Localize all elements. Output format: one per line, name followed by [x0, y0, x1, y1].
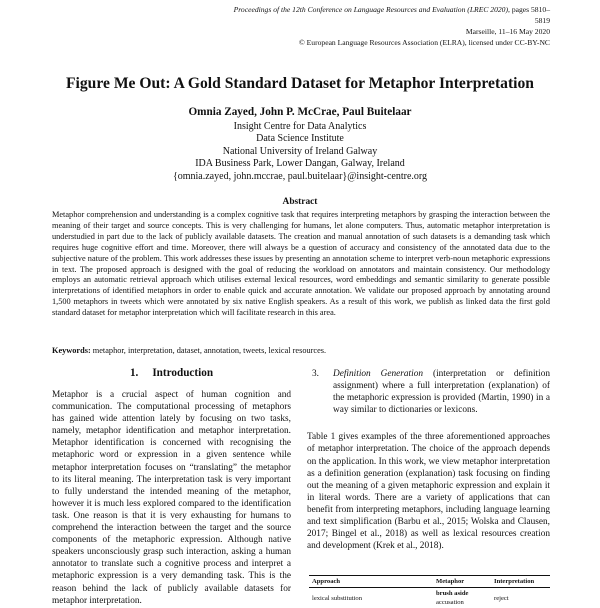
list-item-term: Definition Generation [333, 369, 423, 379]
list-item [307, 368, 550, 416]
table-cell-metaphor [433, 588, 491, 608]
abstract-heading: Abstract [0, 197, 600, 207]
left-column [52, 367, 291, 607]
section-title: Introduction [152, 367, 213, 379]
keywords [52, 346, 550, 357]
conference-location: Marseille, 11–16 May 2020 [220, 26, 550, 37]
author-affiliations [0, 121, 600, 183]
table-header-metaphor: Metaphor [433, 576, 491, 588]
proceedings-line: Proceedings of the 12th Conference on Language Resources and Evaluation (LREC 2020) [234, 5, 508, 14]
publication-header [220, 4, 550, 48]
table-header-interpretation: Interpretation [491, 576, 550, 588]
affiliation-line: National University of Ireland Galway [0, 146, 600, 158]
list-item-description: (interpretation or definition assignment) where a full interpretation (explanation) of the metaphoric expression is provided (Martin, 1990) in a way similar to dictionaries or lexicons. [333, 369, 550, 415]
table-row [309, 588, 550, 608]
table-cell-interpretation: reject [491, 588, 550, 608]
paper-authors: Omnia Zayed, John P. McCrae, Paul Buitelaar [0, 106, 600, 118]
right-column [307, 368, 550, 552]
abstract-text: Metaphor comprehension and understanding is a complex cognitive task that requires interpreting metaphors by grasping the interaction between the meaning of their target and source concepts. This is very challenging for humans, let alone computers. Thus, automatic metaphor interpretation is understudied in part due to the lack of publicly available datasets. The creation and manual annotation of such datasets is a demanding task which requires huge cognitive effort and time. Moreover, there will always be a question of accuracy and consistency of the annotated data due to the subjective nature of the problem. This work addresses these issues by presenting an annotation scheme to interpret verb-noun metaphoric expressions in text. The proposed approach is designed with the goal of reducing the workload on annotators and maintain consistency. Our methodology employs an automatic retrieval approach which utilises external lexical resources, word embeddings and semantic similarity to generate possible interpretations of identified metaphors in order to enable quick and accurate annotation. We validate our proposed approach by annotating around 1,500 metaphors in tweets which were annotated by six native English speakers. As a result of this work, we publish as linked data the first gold standard dataset for metaphor interpretation which will facilitate research in this area. [52, 210, 550, 319]
table-header-row [309, 576, 550, 588]
paper-title: Figure Me Out: A Gold Standard Dataset for Metaphor Interpretation [0, 75, 600, 93]
keywords-list: metaphor, interpretation, dataset, annotation, tweets, lexical resources. [91, 346, 326, 355]
author-emails: {omnia.zayed, john.mccrae, paul.buitelaar}@insight-centre.org [0, 171, 600, 183]
section-heading [52, 367, 291, 379]
copyright-notice: © European Language Resources Association (ELRA), licensed under CC-BY-NC [220, 37, 550, 48]
pages-range: , pages 5810–5819 [508, 5, 550, 25]
affiliation-line: Insight Centre for Data Analytics [0, 121, 600, 133]
keywords-label: Keywords: [52, 346, 91, 355]
metaphor-verb: brush aside [436, 590, 468, 597]
table-header-approach: Approach [309, 576, 433, 588]
table-cell-approach: lexical substitution [309, 588, 433, 608]
intro-paragraph: Metaphor is a crucial aspect of human cognition and communication. The computational processing of metaphors has gained wide attention lately by focusing on two tasks, namely, metaphor identification and metaphor interpretation. Metaphor identification is concerned with recognising the metaphoric word or expression in a given sentence while metaphor interpretation focuses on “translating” the metaphor to its literal meaning. The interpretation task is very important to fully understand the intended meaning of the metaphor, however it is much less explored compared to the identification task. One reason is that it is very exhausting for humans to comprehend the interaction between the target and the source components of the metaphoric expression. Although native speakers unconsciously grasp such interaction, asking a human annotator to translate such a cognitive process and interpret a metaphoric expression is a very demanding task. This is the reason behind the lack of publicly available datasets for metaphor interpretation. [52, 389, 291, 607]
affiliation-line: Data Science Institute [0, 133, 600, 145]
examples-table [309, 575, 550, 608]
list-item-number: 3. [307, 368, 333, 416]
section-number: 1. [130, 367, 138, 379]
affiliation-line: IDA Business Park, Lower Dangan, Galway, Ireland [0, 158, 600, 170]
list-item-text [333, 368, 550, 416]
metaphor-noun: accusation [436, 599, 464, 606]
body-paragraph: Table 1 gives examples of the three aforementioned approaches of metaphor interpretation. The choice of the approach depends on the application. In this work, we view metaphor interpretation as a definition generation (explanation) task focusing on finding out the meaning of a given metaphoric expression and explain it in literal words. There are a variety of applications that can benefit from interpreting metaphors, including language learning and text simplification (Barbu et al., 2015; Wolska and Clausen, 2017; Bingel et al., 2018) as well as lexical resources creation and development (Krek et al., 2018). [307, 431, 550, 552]
